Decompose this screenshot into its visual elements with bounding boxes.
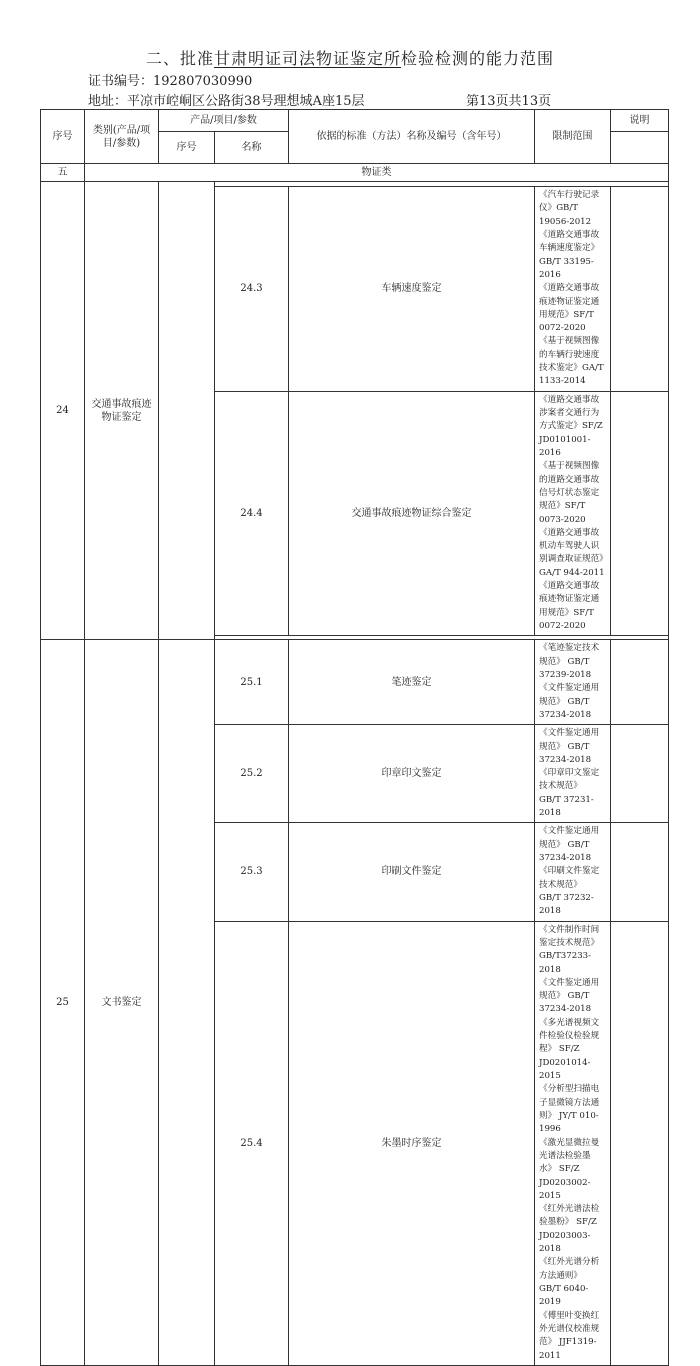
certificate-number	[88, 70, 252, 89]
standard-line: 《道路交通事故车辆速度鉴定》GB/T 33195-2016	[539, 229, 600, 280]
item-standards	[535, 391, 611, 636]
standard-line: 《文件鉴定通用规范》 GB/T 37234-2018	[539, 977, 600, 1015]
item-standards	[535, 640, 611, 725]
item-standards	[535, 725, 611, 823]
standard-line: 《基于视频图像的车辆行驶速度技术鉴定》GA/T 1133-2014	[539, 336, 604, 387]
table-row	[41, 640, 669, 725]
item-limit	[611, 921, 669, 1365]
standard-line: 《印刷文件鉴定技术规范》 GB/T 37232-2018	[539, 866, 600, 917]
standard-line: 《多光谱视频文件检验仪检验规程》 SF/Z JD0201014-2015	[539, 1017, 600, 1081]
standard-line: 《激光显微拉曼光谱法检验墨水》 SF/Z JD0203002-2015	[539, 1137, 600, 1201]
standard-line: 《笔迹鉴定技术规范》 GB/T 37239-2018	[539, 643, 600, 680]
header-category: 类别(产品/项目/参数)	[85, 110, 159, 164]
page-title	[0, 46, 700, 69]
address	[88, 90, 365, 109]
item-name: 印刷文件鉴定	[289, 823, 535, 921]
standard-line: 《基于视频图像的道路交通事故信号灯状态鉴定规范》SF/T 0073-2020	[539, 461, 600, 525]
header-sub-seq: 序号	[159, 132, 215, 164]
header-name: 名称	[215, 132, 289, 164]
group-no: 24	[41, 182, 85, 640]
cert-value: 192807030990	[153, 74, 253, 89]
standard-line: 《红外光谱法检验墨粉》 SF/Z JD0203003-2018	[539, 1204, 600, 1255]
item-name: 朱墨时序鉴定	[289, 921, 535, 1365]
group-filler	[159, 640, 215, 1366]
page-number: 第13页共13页	[466, 94, 552, 109]
standard-line: 《分析型扫描电子显微镜方法通则》 JY/T 010-1996	[539, 1084, 600, 1135]
title-prefix: 二、批准	[145, 49, 214, 68]
item-limit	[611, 640, 669, 725]
standard-line: 《道路交通事故机动车驾驶人识别调查取证规范》GA/T 944-2011	[539, 527, 605, 578]
item-seq: 25.2	[215, 725, 289, 823]
item-seq: 25.3	[215, 823, 289, 921]
standard-line: 《汽车行驶记录仪》GB/T 19056-2012	[539, 190, 600, 227]
item-name: 交通事故痕迹物证综合鉴定	[289, 391, 535, 636]
item-standards	[535, 187, 611, 392]
standard-line: 《印章印文鉴定技术规范》 GB/T 37231-2018	[539, 768, 600, 819]
capability-table	[40, 109, 669, 1366]
standard-line: 《文件制作时间鉴定技术规范》 GB/T37233-2018	[539, 924, 600, 975]
item-seq: 24.4	[215, 391, 289, 636]
standard-line: 《文件鉴定通用规范》 GB/T 37234-2018	[539, 826, 600, 863]
standard-line: 《道路交通事故痕迹物证鉴定通用规范》SF/T 0072-2020	[539, 581, 600, 631]
item-seq: 25.1	[215, 640, 289, 725]
item-name: 车辆速度鉴定	[289, 187, 535, 392]
standard-line: 《傅里叶变换红外光谱仪校准规范》 JJF1319-2011	[539, 1310, 600, 1361]
group-name: 文书鉴定	[85, 640, 159, 1366]
section-row	[41, 164, 669, 182]
addr-value: 平凉市崆峒区公路街38号理想城A座15层	[127, 94, 365, 109]
header-limit: 限制范围	[535, 110, 611, 164]
item-standards	[535, 823, 611, 921]
item-name: 印章印文鉴定	[289, 725, 535, 823]
group-name: 交通事故痕迹物证鉴定	[85, 182, 159, 640]
header-note-empty	[611, 132, 669, 164]
standard-line: 《道路交通事故涉案者交通行为方式鉴定》SF/Z JD0101001-2016	[539, 394, 603, 458]
title-suffix: 检验检测的能力范围	[401, 49, 555, 68]
standard-line: 《红外光谱分析方法通则》 GB/T 6040-2019	[539, 1257, 600, 1308]
group-filler	[159, 182, 215, 640]
standard-line: 《文件鉴定通用规范》 GB/T 37234-2018	[539, 683, 600, 720]
item-limit	[611, 391, 669, 636]
group-no: 25	[41, 640, 85, 1366]
header-product-group: 产品/项目/参数	[159, 110, 289, 132]
item-seq: 25.4	[215, 921, 289, 1365]
standard-line: 《文件鉴定通用规范》 GB/T 37234-2018	[539, 728, 600, 765]
section-name: 物证类	[85, 164, 669, 182]
item-standards	[535, 921, 611, 1365]
header-seq: 序号	[41, 110, 85, 164]
item-limit	[611, 187, 669, 392]
title-org: 甘肃明证司法物证鉴定所	[213, 49, 401, 68]
standard-line: 《道路交通事故痕迹物证鉴定通用规范》SF/T 0072-2020	[539, 283, 600, 334]
header-note: 说明	[611, 110, 669, 132]
cert-label: 证书编号：	[88, 74, 154, 89]
section-no: 五	[41, 164, 85, 182]
addr-label: 地址：	[88, 94, 128, 109]
item-limit	[611, 823, 669, 921]
item-limit	[611, 725, 669, 823]
item-seq: 24.3	[215, 187, 289, 392]
header-standard: 依据的标准（方法）名称及编号（含年号）	[289, 110, 535, 164]
item-name: 笔迹鉴定	[289, 640, 535, 725]
